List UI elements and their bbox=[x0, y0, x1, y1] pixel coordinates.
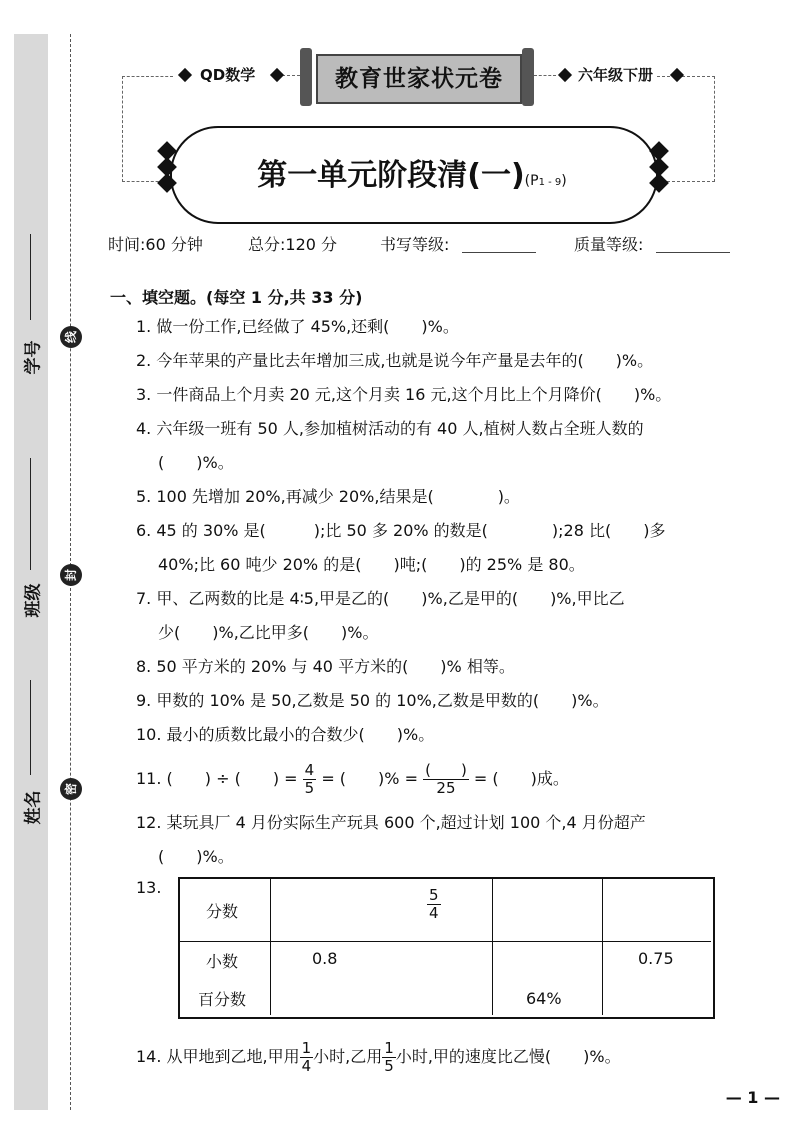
header-connector-left bbox=[282, 75, 300, 76]
table-divider bbox=[492, 879, 493, 1015]
bead-seal: 封 bbox=[60, 564, 82, 586]
writing-grade-label: 书写等级: bbox=[380, 235, 450, 254]
question-12-cont: ( )%。 bbox=[158, 847, 234, 866]
question-4: 4. 六年级一班有 50 人,参加植树活动的有 40 人,植树人数占全班人数的 bbox=[136, 419, 644, 438]
brand-title: 教育世家状元卷 bbox=[316, 54, 522, 104]
writing-grade-blank[interactable] bbox=[462, 252, 536, 253]
row-label-fraction: 分数 bbox=[206, 902, 239, 921]
question-1: 1. 做一份工作,已经做了 45%,还剩( )%。 bbox=[136, 317, 459, 336]
question-2: 2. 今年苹果的产量比去年增加三成,也就是说今年产量是去年的( )%。 bbox=[136, 351, 654, 370]
question-9: 9. 甲数的 10% 是 50,乙数是 50 的 10%,乙数是甲数的( )%。 bbox=[136, 691, 609, 710]
header-connector-right bbox=[534, 75, 556, 76]
question-13: 13. bbox=[136, 878, 162, 897]
class-label: 班级 bbox=[23, 583, 44, 618]
brand-scroll bbox=[300, 48, 534, 106]
question-5: 5. 100 先增加 20%,再减少 20%,结果是( )。 bbox=[136, 487, 520, 506]
name-label: 姓名 bbox=[23, 790, 44, 825]
fraction: $\frac{( )}{25}$ bbox=[425, 761, 467, 797]
section-heading: 一、填空题。(每空 1 分,共 33 分) bbox=[110, 288, 363, 307]
question-11: 11. ( ) ÷ ( ) = $\frac{4}{5}$ = ( )% = $\frac{( )}{25}$ = ( )成。 bbox=[136, 761, 569, 797]
decimal-cell-2: 0.75 bbox=[638, 949, 674, 968]
subject-tag: QD数学 bbox=[196, 64, 259, 85]
diamond-icon bbox=[270, 68, 284, 82]
row-label-decimal: 小数 bbox=[206, 952, 239, 971]
fraction: $\frac{1}{4}$ bbox=[301, 1039, 312, 1075]
binding-strip bbox=[14, 34, 48, 1110]
name-line bbox=[30, 680, 31, 775]
question-12: 12. 某玩具厂 4 月份实际生产玩具 600 个,超过计划 100 个,4 月份超产 bbox=[136, 813, 646, 832]
question-6-cont: 40%;比 60 吨少 20% 的是( )吨;( )的 25% 是 80。 bbox=[158, 555, 585, 574]
question-6: 6. 45 的 30% 是( );比 50 多 20% 的数是( );28 比( )多 bbox=[136, 521, 666, 540]
question-3: 3. 一件商品上个月卖 20 元,这个月卖 16 元,这个月比上个月降价( )%。 bbox=[136, 385, 672, 404]
question-10: 10. 最小的质数比最小的合数少( )%。 bbox=[136, 725, 435, 744]
class-line bbox=[30, 458, 31, 570]
fraction: $\frac{1}{5}$ bbox=[384, 1039, 394, 1075]
student-id-line bbox=[30, 234, 31, 320]
grade-tag: 六年级下册 bbox=[574, 64, 657, 85]
table-divider bbox=[180, 941, 711, 942]
diamond-icon bbox=[178, 68, 192, 82]
question-4-cont: ( )%。 bbox=[158, 453, 234, 472]
row-label-percent: 百分数 bbox=[198, 990, 247, 1009]
student-id-label: 学号 bbox=[23, 340, 44, 375]
bead-line: 线 bbox=[60, 326, 82, 348]
scroll-rod-right bbox=[522, 48, 534, 106]
table-divider bbox=[602, 879, 603, 1015]
quality-grade-blank[interactable] bbox=[656, 252, 730, 253]
time-info: 时间:60 分钟 bbox=[108, 235, 203, 254]
question-7: 7. 甲、乙两数的比是 4∶5,甲是乙的( )%,乙是甲的( )%,甲比乙 bbox=[136, 589, 625, 608]
question-8: 8. 50 平方米的 20% 与 40 平方米的( )% 相等。 bbox=[136, 657, 515, 676]
bead-sealed: 密 bbox=[60, 778, 82, 800]
total-score-info: 总分:120 分 bbox=[248, 235, 338, 254]
fraction: $\frac{4}{5}$ bbox=[304, 761, 315, 797]
quality-grade-label: 质量等级: bbox=[574, 235, 644, 254]
table-divider bbox=[270, 879, 271, 1015]
diamond-icon bbox=[558, 68, 572, 82]
unit-title: 第一单元阶段清(一)(P1 - 9) bbox=[257, 158, 567, 193]
conversion-table bbox=[178, 877, 715, 1019]
decimal-cell-1: 0.8 bbox=[312, 949, 338, 968]
page-number: — 1 — bbox=[725, 1088, 780, 1107]
question-7-cont: 少( )%,乙比甲多( )%。 bbox=[158, 623, 379, 642]
question-14: 14. 从甲地到乙地,甲用 $\frac{1}{4}$ 小时,乙用 $\frac{1}{5}$ 小时,甲的速度比乙慢( )%。 bbox=[136, 1039, 621, 1075]
fraction-cell: $\frac{5}{4}$ bbox=[429, 886, 439, 922]
scroll-rod-left bbox=[300, 48, 312, 106]
percent-cell: 64% bbox=[526, 989, 562, 1008]
